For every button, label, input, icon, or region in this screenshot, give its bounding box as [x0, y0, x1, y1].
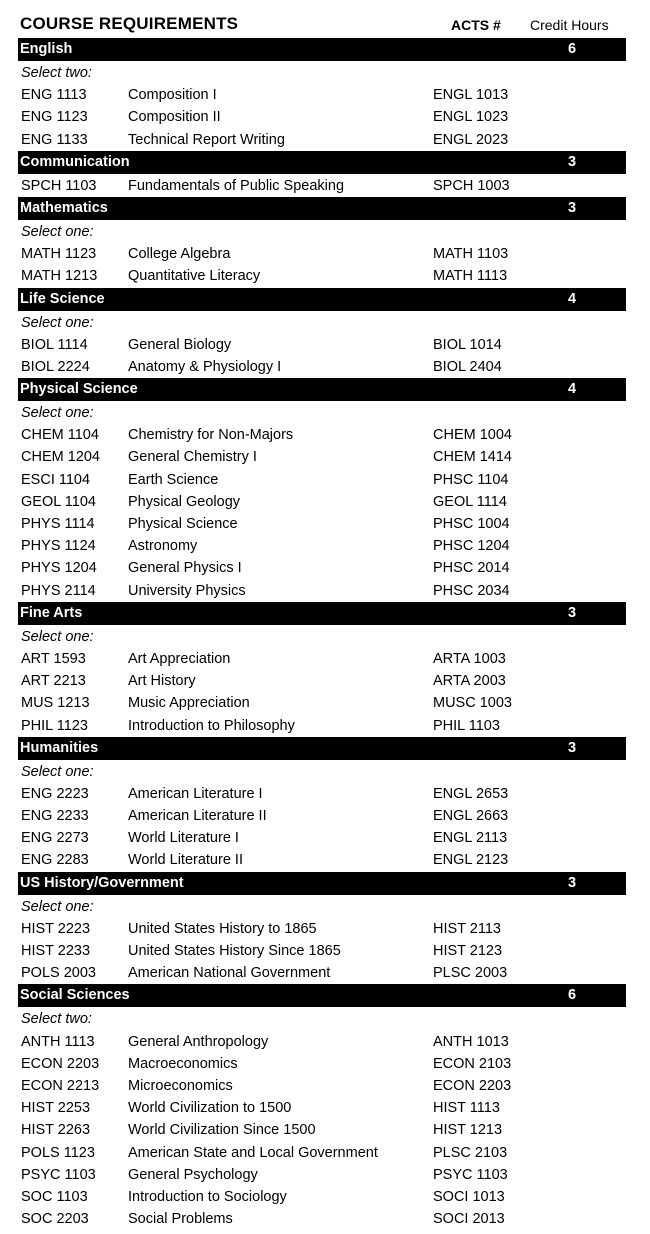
course-code: PSYC 1103: [21, 1166, 96, 1183]
course-code: HIST 2253: [21, 1100, 91, 1117]
course-row: [18, 783, 626, 805]
course-title: General Chemistry I: [128, 449, 257, 466]
course-title: World Literature I: [128, 830, 239, 847]
course-title: Chemistry for Non-Majors: [128, 427, 294, 444]
course-row: [18, 692, 626, 714]
course-row: [18, 1186, 626, 1208]
acts-number: SPCH 1003: [433, 177, 510, 194]
acts-number: MATH 1113: [433, 268, 508, 285]
course-code: ART 1593: [21, 650, 86, 667]
course-code: POLS 2003: [21, 965, 96, 982]
category-credit-hours: 3: [568, 604, 577, 621]
acts-number: PHSC 1204: [433, 538, 510, 555]
acts-number: PHSC 2034: [433, 582, 510, 599]
course-code: SOC 1103: [21, 1188, 88, 1205]
course-code: ENG 2223: [21, 785, 89, 802]
category-credit-hours: 6: [568, 987, 577, 1004]
category-name: Communication: [20, 153, 130, 170]
acts-number: PHSC 1004: [433, 516, 510, 532]
category-section: [18, 872, 626, 985]
credit-hours-column-header: Credit Hours: [530, 17, 609, 33]
course-code: HIST 2263: [21, 1122, 91, 1139]
category-name: Social Sciences: [20, 987, 130, 1004]
acts-number: PSYC 1103: [433, 1166, 508, 1183]
category-header: [18, 737, 626, 760]
course-code: ECON 2203: [21, 1055, 100, 1072]
course-code: ENG 1123: [21, 109, 88, 126]
acts-number: ENGL 2023: [433, 131, 509, 148]
course-code: SOC 2203: [21, 1211, 89, 1228]
acts-number: ENGL 2653: [433, 785, 509, 802]
acts-number: ARTA 2003: [433, 673, 506, 690]
course-code: ART 2213: [21, 673, 86, 690]
course-row: [18, 557, 626, 579]
course-title: Introduction to Sociology: [128, 1188, 287, 1205]
course-title: Music Appreciation: [128, 695, 250, 712]
course-row: [18, 1208, 626, 1230]
acts-number: PHSC 1104: [433, 471, 509, 488]
acts-number: PHIL 1103: [433, 717, 500, 734]
document-header: [18, 12, 626, 38]
category-section: [18, 984, 626, 1230]
course-title: Astronomy: [128, 538, 198, 555]
course-title: Fundamentals of Public Speaking: [128, 177, 345, 194]
course-row: [18, 849, 626, 871]
course-code: PHIL 1123: [21, 717, 88, 734]
category-header: [18, 151, 626, 174]
course-row: [18, 513, 626, 535]
course-title: Anatomy & Physiology I: [128, 358, 282, 375]
acts-number: SOCI 1013: [433, 1188, 505, 1205]
course-title: Microeconomics: [128, 1077, 233, 1094]
course-code: PHYS 1114: [21, 516, 95, 532]
acts-number: BIOL 1014: [433, 336, 502, 353]
category-name: Physical Science: [20, 381, 138, 398]
category-header: [18, 197, 626, 220]
course-row: [18, 940, 626, 962]
course-code: PHYS 2114: [21, 582, 96, 599]
category-credit-hours: 3: [568, 739, 577, 756]
category-header: [18, 872, 626, 895]
course-title: Composition I: [128, 87, 217, 104]
course-title: Physical Geology: [128, 493, 241, 510]
course-row: [18, 648, 626, 670]
category-section: [18, 38, 626, 151]
course-title: University Physics: [128, 582, 246, 599]
course-code: CHEM 1204: [21, 449, 100, 466]
acts-number: MATH 1103: [433, 246, 509, 263]
selection-note: Select two:: [21, 1011, 92, 1028]
category-header: [18, 38, 626, 61]
course-code: BIOL 2224: [21, 358, 90, 375]
acts-number: ENGL 2123: [433, 852, 509, 869]
course-row: [18, 446, 626, 468]
course-code: ENG 1113: [21, 87, 87, 104]
course-row: [18, 84, 626, 106]
course-code: SPCH 1103: [21, 177, 97, 194]
course-title: Macroeconomics: [128, 1055, 238, 1072]
acts-number: CHEM 1414: [433, 449, 512, 466]
course-title: General Physics I: [128, 560, 242, 577]
course-code: PHYS 1124: [21, 538, 96, 555]
course-row: [18, 1164, 626, 1186]
course-title: Quantitative Literacy: [128, 268, 261, 285]
selection-note: Select one:: [21, 628, 94, 645]
course-row: [18, 424, 626, 446]
course-row: [18, 1142, 626, 1164]
course-code: ENG 2233: [21, 808, 89, 825]
course-code: ENG 2283: [21, 852, 89, 869]
course-title: Earth Science: [128, 471, 219, 488]
course-row: [18, 918, 626, 940]
category-name: US History/Government: [20, 874, 184, 891]
category-header: [18, 602, 626, 625]
course-row: [18, 580, 626, 602]
acts-number: ECON 2103: [433, 1055, 512, 1072]
course-row: [18, 243, 626, 265]
course-row: [18, 535, 626, 557]
course-code: HIST 2233: [21, 943, 91, 959]
category-credit-hours: 3: [568, 153, 577, 170]
course-code: ECON 2213: [21, 1077, 100, 1094]
category-credit-hours: 3: [568, 199, 577, 216]
category-section: [18, 378, 626, 602]
acts-number: PLSC 2003: [433, 965, 508, 982]
course-title: American Literature I: [128, 785, 263, 802]
selection-note: Select one:: [21, 763, 94, 780]
course-title: Introduction to Philosophy: [128, 717, 295, 734]
page-title: COURSE REQUIREMENTS: [20, 14, 239, 33]
course-row: [18, 715, 626, 737]
course-code: MATH 1123: [21, 246, 97, 263]
course-title: Composition II: [128, 109, 221, 126]
course-code: PHYS 1204: [21, 560, 97, 577]
course-title: World Civilization Since 1500: [128, 1122, 316, 1139]
course-row: [18, 1097, 626, 1119]
course-title: American Literature II: [128, 808, 267, 825]
course-row: [18, 469, 626, 491]
course-row: [18, 129, 626, 151]
course-title: American State and Local Government: [128, 1144, 378, 1161]
course-title: Social Problems: [128, 1211, 233, 1228]
category-name: Life Science: [20, 290, 105, 307]
course-code: ANTH 1113: [21, 1033, 95, 1050]
acts-number: ANTH 1013: [433, 1033, 509, 1050]
acts-number: HIST 2113: [433, 920, 501, 937]
course-code: POLS 1123: [21, 1144, 95, 1161]
course-row: [18, 805, 626, 827]
course-title: Art History: [128, 673, 196, 690]
acts-number: HIST 2123: [433, 943, 503, 959]
course-row: [18, 265, 626, 287]
category-credit-hours: 6: [568, 41, 577, 57]
course-code: ENG 2273: [21, 830, 89, 847]
course-code: ESCI 1104: [21, 471, 91, 488]
course-code: ENG 1133: [21, 131, 88, 148]
course-title: American National Government: [128, 965, 331, 982]
category-header: [18, 378, 626, 401]
category-list: [18, 38, 626, 1230]
category-header: [18, 288, 626, 311]
category-section: [18, 602, 626, 737]
course-row: [18, 827, 626, 849]
category-header: [18, 984, 626, 1007]
course-row: [18, 1075, 626, 1097]
category-section: [18, 737, 626, 872]
acts-number: ENGL 2113: [433, 830, 508, 847]
category-credit-hours: 4: [568, 381, 577, 398]
acts-number: CHEM 1004: [433, 427, 512, 444]
course-code: MUS 1213: [21, 695, 90, 712]
course-code: GEOL 1104: [21, 493, 96, 510]
category-credit-hours: 4: [568, 290, 577, 307]
course-row: [18, 491, 626, 513]
course-title: Art Appreciation: [128, 650, 231, 667]
course-row: [18, 670, 626, 692]
acts-number: ARTA 1003: [433, 650, 506, 667]
course-row: [18, 962, 626, 984]
acts-number: ECON 2203: [433, 1077, 512, 1094]
selection-note: Select one:: [21, 223, 94, 240]
acts-number: MUSC 1003: [433, 695, 512, 712]
course-title: Technical Report Writing: [128, 131, 285, 148]
course-row: [18, 356, 626, 378]
course-title: United States History Since 1865: [128, 943, 341, 959]
acts-number: ENGL 1023: [433, 109, 509, 126]
course-requirements-document: [18, 12, 626, 1230]
acts-number: PLSC 2103: [433, 1144, 508, 1161]
acts-number: GEOL 1114: [433, 493, 507, 510]
acts-number: HIST 1113: [433, 1100, 500, 1117]
course-code: BIOL 1114: [21, 336, 88, 353]
course-title: World Civilization to 1500: [128, 1100, 292, 1117]
course-title: United States History to 1865: [128, 920, 317, 937]
course-title: World Literature II: [128, 852, 243, 869]
course-title: General Anthropology: [128, 1033, 269, 1050]
category-section: [18, 197, 626, 288]
category-name: Fine Arts: [20, 604, 83, 621]
course-title: General Psychology: [128, 1166, 258, 1183]
course-row: [18, 334, 626, 356]
selection-note: Select one:: [21, 405, 94, 422]
category-section: [18, 288, 626, 379]
acts-number: ENGL 1013: [433, 87, 509, 104]
category-name: Mathematics: [20, 199, 108, 216]
course-code: CHEM 1104: [21, 427, 99, 444]
course-row: [18, 1119, 626, 1141]
category-section: [18, 151, 626, 197]
selection-note: Select one:: [21, 898, 94, 915]
selection-note: Select two:: [21, 65, 92, 81]
category-credit-hours: 3: [568, 874, 577, 891]
course-row: [18, 106, 626, 128]
category-name: Humanities: [20, 739, 99, 756]
selection-note: Select one:: [21, 314, 94, 331]
acts-column-header: ACTS #: [451, 17, 501, 33]
course-row: [18, 175, 626, 197]
course-row: [18, 1053, 626, 1075]
course-title: General Biology: [128, 336, 232, 353]
course-title: Physical Science: [128, 516, 238, 532]
course-code: MATH 1213: [21, 268, 98, 285]
acts-number: HIST 1213: [433, 1122, 503, 1139]
acts-number: ENGL 2663: [433, 808, 509, 825]
acts-number: SOCI 2013: [433, 1211, 505, 1228]
acts-number: PHSC 2014: [433, 560, 510, 577]
category-name: English: [20, 41, 73, 57]
course-code: HIST 2223: [21, 920, 91, 937]
course-title: College Algebra: [128, 246, 231, 263]
acts-number: BIOL 2404: [433, 358, 502, 375]
course-row: [18, 1031, 626, 1053]
